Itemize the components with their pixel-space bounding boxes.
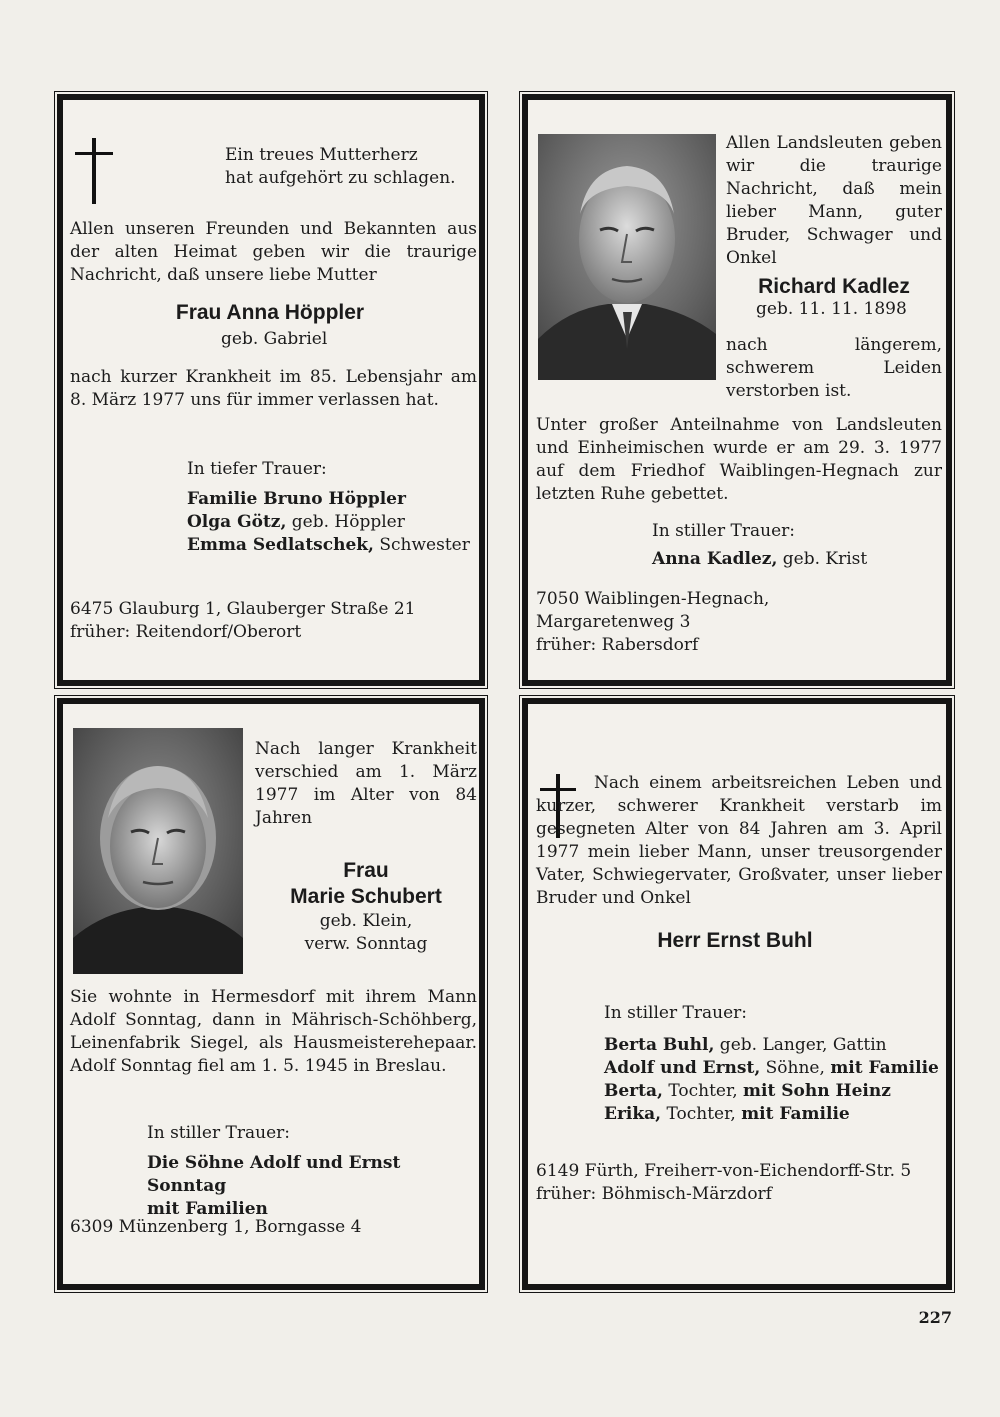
address: 6475 Glauburg 1, Glauberger Straße 21 früher: Reitendorf/Oberort	[70, 599, 416, 642]
intro-text: Nach langer Krankheit verschied am 1. März 1977 im Alter von 84 Jahren	[255, 739, 477, 828]
cross-icon	[75, 138, 113, 204]
mourning-label: In stiller Trauer:	[147, 1123, 290, 1143]
page-number: 227	[918, 1308, 952, 1327]
mourner: Anna Kadlez, geb. Krist	[652, 549, 868, 569]
obituary-marie-schubert	[57, 698, 485, 1290]
mourners-list: Berta Buhl, geb. Langer, Gattin Adolf und Ernst, Söhne, mit Familie Berta, Tochter, mit Sohn Heinz Erika, Tochter, mit Familie	[604, 1035, 939, 1124]
address: 6309 Münzenberg 1, Borngasse 4	[70, 1217, 362, 1237]
mourning-label: In stiller Trauer:	[604, 1003, 747, 1023]
mourners-list: Familie Bruno Höppler Olga Götz, geb. Höppler Emma Sedlatschek, Schwester	[187, 489, 470, 555]
death-text: nach längerem, schwerem Leiden verstorben ist.	[726, 335, 942, 401]
biography-text: Sie wohnte in Hermesdorf mit ihrem Mann Adolf Sonntag, dann in Mährisch-Schöhberg, Leinenfabrik Siegel, als Hausmeisterehepaar. Adolf Sonntag fiel am 1. 5. 1945 in Breslau.	[70, 987, 477, 1076]
deceased-name: Herr Ernst Buhl	[657, 929, 813, 952]
portrait-woman-image	[73, 728, 243, 974]
address: 6149 Fürth, Freiherr-von-Eichendorff-Str. 5 früher: Böhmisch-Märzdorf	[536, 1161, 912, 1204]
deceased-title: Frau	[343, 859, 389, 882]
mourners-list: Die Söhne Adolf und Ernst Sonntag mit Familien	[147, 1153, 401, 1219]
deceased-name: Marie Schubert	[290, 885, 442, 908]
deceased-name: Richard Kadlez	[758, 275, 910, 298]
birth-date: geb. 11. 11. 1898	[756, 299, 907, 319]
funeral-text: Unter großer Anteilnahme von Landsleuten und Einheimischen wurde er am 29. 3. 1977 auf dem Friedhof Waiblingen-Hegnach zur letzten Ruhe gebettet.	[536, 415, 942, 504]
portrait-man-image	[538, 134, 716, 380]
birth-name: geb. Klein, verw. Sonntag	[304, 911, 428, 954]
portrait-photo-woman	[73, 728, 243, 974]
intro-text: Ein treues Mutterherz hat aufgehört zu schlagen.	[225, 145, 456, 188]
portrait-photo-man	[538, 134, 716, 380]
birth-name: geb. Gabriel	[221, 329, 328, 349]
death-text: nach kurzer Krankheit im 85. Lebensjahr am 8. März 1977 uns für immer verlassen hat.	[70, 367, 477, 410]
intro-text: Allen Landsleuten geben wir die traurige Nachricht, daß mein lieber Mann, guter Bruder, Schwager und Onkel	[726, 133, 942, 268]
obituary-richard-kadlez	[522, 94, 952, 686]
obituary-ernst-buhl	[522, 698, 952, 1290]
address: 7050 Waiblingen-Hegnach, Margaretenweg 3 früher: Rabersdorf	[536, 589, 770, 655]
mourning-label: In tiefer Trauer:	[187, 459, 327, 479]
deceased-name: Frau Anna Höppler	[175, 301, 365, 324]
announcement-text: Nach einem arbeitsreichen Leben und kurzer, schwerer Krankheit verstarb im gesegneten Alter von 84 Jahren am 3. April 1977 mein lieber Mann, unser treusorgender Vater, Schwiegervater, Großvater, unser lieber Bruder und Onkel	[536, 773, 942, 908]
announcement-text: Allen unseren Freunden und Bekannten aus der alten Heimat geben wir die traurige Nachricht, daß unsere liebe Mutter	[70, 219, 477, 285]
mourning-label: In stiller Trauer:	[652, 521, 795, 541]
obituary-anna-hoeppler	[57, 94, 485, 686]
